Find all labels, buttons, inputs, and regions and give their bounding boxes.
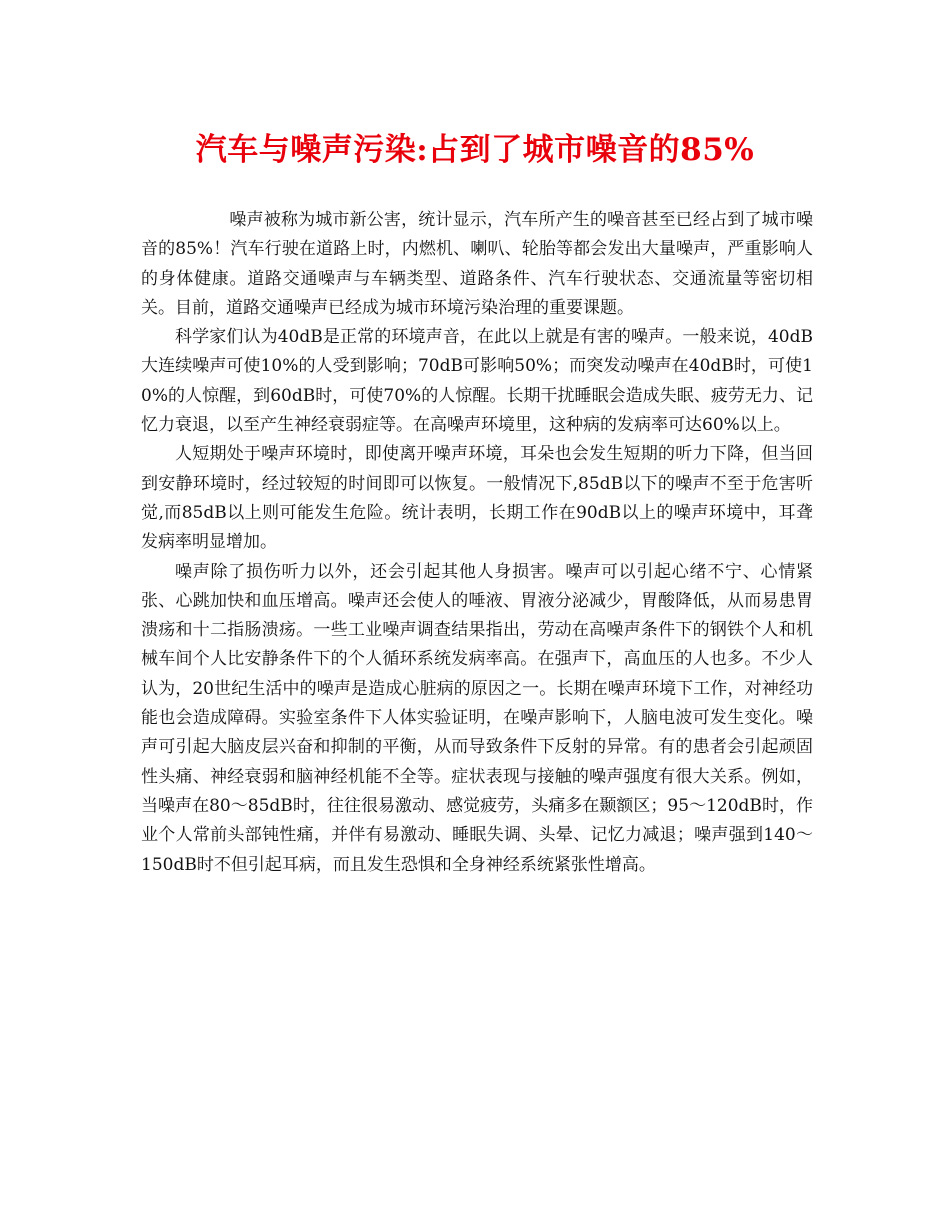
document-title: 汽车与噪声污染:占到了城市噪音的85% bbox=[195, 132, 755, 168]
paragraph-4: 噪声除了损伤听力以外，还会引起其他人身损害。噪声可以引起心绪不宁、心情紧张、心跳加快和血压增高。噪声还会使人的唾液、胃液分泌减少，胃酸降低，从而易患胃溃疡和十二指肠溃疡。一些工业噪声调查结果指出，劳动在高噪声条件下的钢铁个人和机械车间个人比安静条件下的个人循环系统发病率高。在强声下，高血压的人也多。不少人认为，20世纪生活中的噪声是造成心脏病的原因之一。长期在噪声环境下工作，对神经功能也会造成障碍。实验室条件下人体实验证明，在噪声影响下，人脑电波可发生变化。噪声可引起大脑皮层兴奋和抑制的平衡，从而导致条件下反射的异常。有的患者会引起顽固性头痛、神经衰弱和脑神经机能不全等。症状表现与接触的噪声强度有很大关系。例如，当噪声在80～85dB时，往往很易激动、感觉疲劳，头痛多在颞额区；95～120dB时，作业个人常前头部钝性痛，并伴有易激动、睡眠失调、头晕、记忆力减退；噪声强到140～150dB时不但引起耳病，而且发生恐惧和全身神经系统紧张性增高。 bbox=[141, 561, 813, 875]
paragraph-1: 噪声被称为城市新公害，统计显示，汽车所产生的噪音甚至已经占到了城市噪音的85%！汽车行驶在道路上时，内燃机、喇叭、轮胎等都会发出大量噪声，严重影响人的身体健康。道路交通噪声与车辆类型、道路条件、汽车行驶状态、交通流量等密切相关。目前，道路交通噪声已经成为城市环境污染治理的重要课题。 bbox=[141, 210, 813, 318]
document-body bbox=[141, 206, 813, 880]
paragraph-2: 科学家们认为40dB是正常的环境声音，在此以上就是有害的噪声。一般来说，40dB大连续噪声可使10%的人受到影响；70dB可影响50%；而突发动噪声在40dB时，可使10%的人惊醒，到60dB时，可使70%的人惊醒。长期干扰睡眠会造成失眠、疲劳无力、记忆力衰退，以至产生神经衰弱症等。在高噪声环境里，这种病的发病率可达60%以上。 bbox=[141, 327, 813, 436]
paragraph-3: 人短期处于噪声环境时，即使离开噪声环境，耳朵也会发生短期的听力下降，但当回到安静环境时，经过较短的时间即可以恢复。一般情况下,85dB以下的噪声不至于危害听觉,而85dB以上则可能发生危险。统计表明，长期工作在90dB以上的噪声环境中，耳聋发病率明显增加。 bbox=[141, 444, 813, 553]
